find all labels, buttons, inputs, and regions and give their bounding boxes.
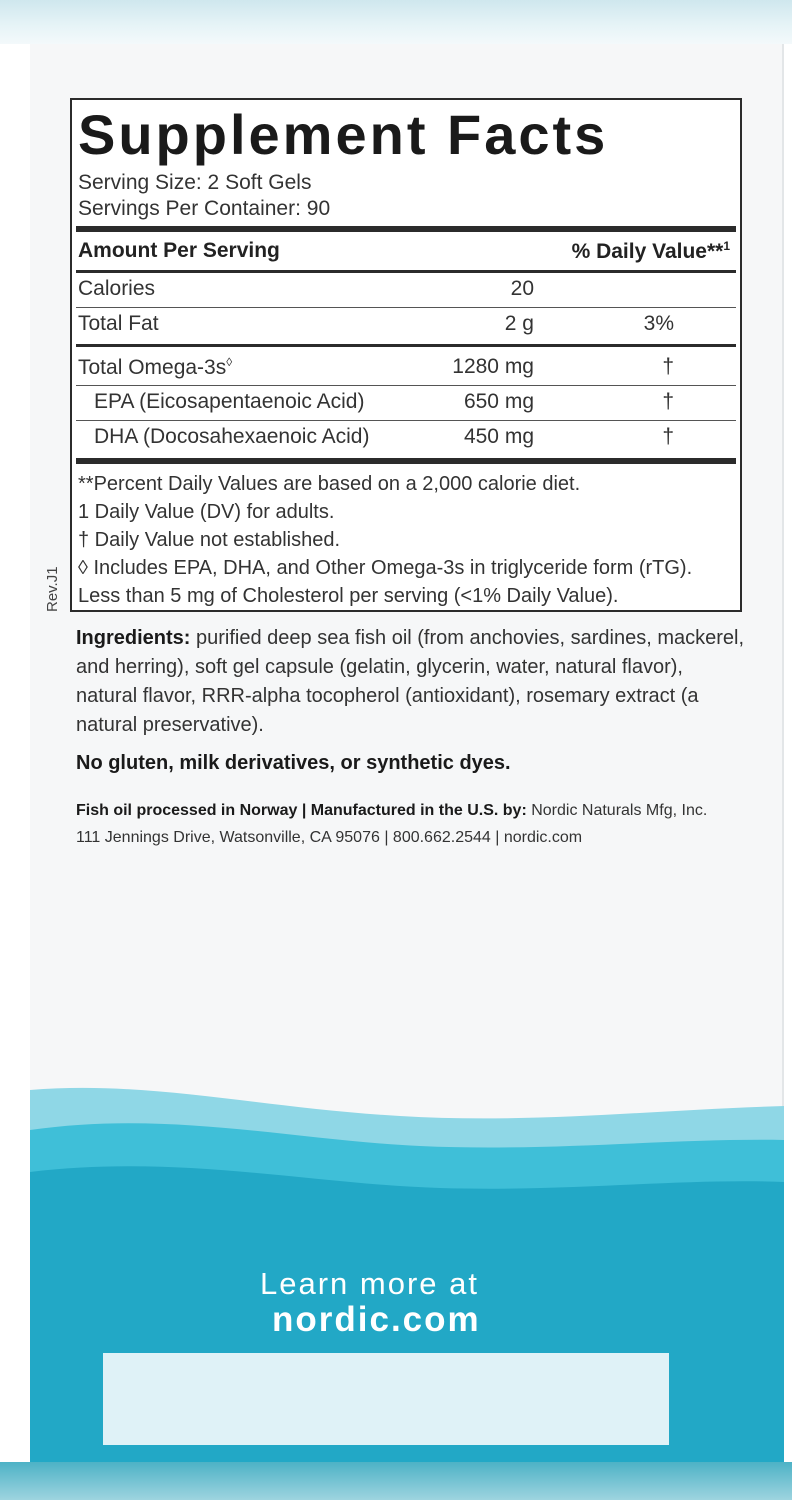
section-rule xyxy=(76,344,736,347)
ingredients-text xyxy=(76,624,748,740)
nutrient-daily-value: † xyxy=(662,355,674,378)
ingredients-list: purified deep sea fish oil (from anchovies, sardines, mackerel, and herring), soft gel capsule (gelatin, glycerin, water, natural flavor), natural flavor, RRR-alpha tocopherol (antioxidant), rosemary extract (a natural preservative). xyxy=(76,627,745,736)
nutrient-name: DHA (Docosahexaenoic Acid) xyxy=(94,425,370,448)
nutrient-name: Total Omega-3s◊ xyxy=(78,355,233,379)
manufacturer-info xyxy=(76,797,756,851)
allergen-statement: No gluten, milk derivatives, or synthetic dyes. xyxy=(76,752,511,774)
box-bottom-edge xyxy=(0,1462,792,1500)
nutrient-amount: 1280 mg xyxy=(452,355,534,378)
revision-code: Rev.J1 xyxy=(44,566,61,612)
nutrient-row xyxy=(72,308,740,342)
serving-size: Serving Size: 2 Soft Gels xyxy=(78,171,312,194)
nutrient-row xyxy=(72,273,740,307)
manufacturer-address: 111 Jennings Drive, Watsonville, CA 95076 | 800.662.2544 | nordic.com xyxy=(76,829,583,846)
footnote: 1 Daily Value (DV) for adults. xyxy=(78,501,335,523)
nutrient-row xyxy=(72,386,740,420)
servings-per-container: Servings Per Container: 90 xyxy=(78,197,331,220)
amount-per-serving-header: Amount Per Serving xyxy=(78,239,280,262)
nutrient-amount: 2 g xyxy=(504,312,534,335)
footnote: † Daily Value not established. xyxy=(78,529,341,551)
facts-title: Supplement Facts xyxy=(78,103,609,166)
nutrient-name: Calories xyxy=(78,277,156,300)
ingredients-label: Ingredients: xyxy=(76,627,191,649)
nutrient-row xyxy=(72,421,740,455)
nutrient-row xyxy=(72,351,740,385)
website-text: nordic.com xyxy=(272,1300,481,1339)
thick-rule xyxy=(76,226,736,232)
learn-more-text: Learn more at xyxy=(260,1266,479,1301)
thick-rule xyxy=(76,458,736,464)
daily-value-header: % Daily Value**$^1$ xyxy=(571,239,730,263)
nutrient-daily-value: 3% xyxy=(643,312,674,335)
box-top-edge xyxy=(0,0,792,44)
nutrient-amount: 20 xyxy=(510,277,534,300)
footnote: ◊ Includes EPA, DHA, and Other Omega-3s in triglyceride form (rTG). xyxy=(78,557,693,579)
footnote: **Percent Daily Values are based on a 2,000 calorie diet. xyxy=(78,473,581,495)
nutrient-amount: 450 mg xyxy=(463,425,534,448)
nutrient-name: Total Fat xyxy=(78,312,159,335)
footnote: Less than 5 mg of Cholesterol per serving (<1% Daily Value). xyxy=(78,585,619,607)
blank-label-panel xyxy=(103,1353,669,1445)
nutrient-daily-value: † xyxy=(662,425,674,448)
nutrient-amount: 650 mg xyxy=(463,390,534,413)
nutrient-daily-value: † xyxy=(662,390,674,413)
manufacturer-line: Fish oil processed in Norway | Manufactured in the U.S. by: Nordic Naturals Mfg, Inc. xyxy=(76,802,708,819)
supplement-facts-panel xyxy=(70,98,742,612)
nutrient-name: EPA (Eicosapentaenoic Acid) xyxy=(94,390,365,413)
